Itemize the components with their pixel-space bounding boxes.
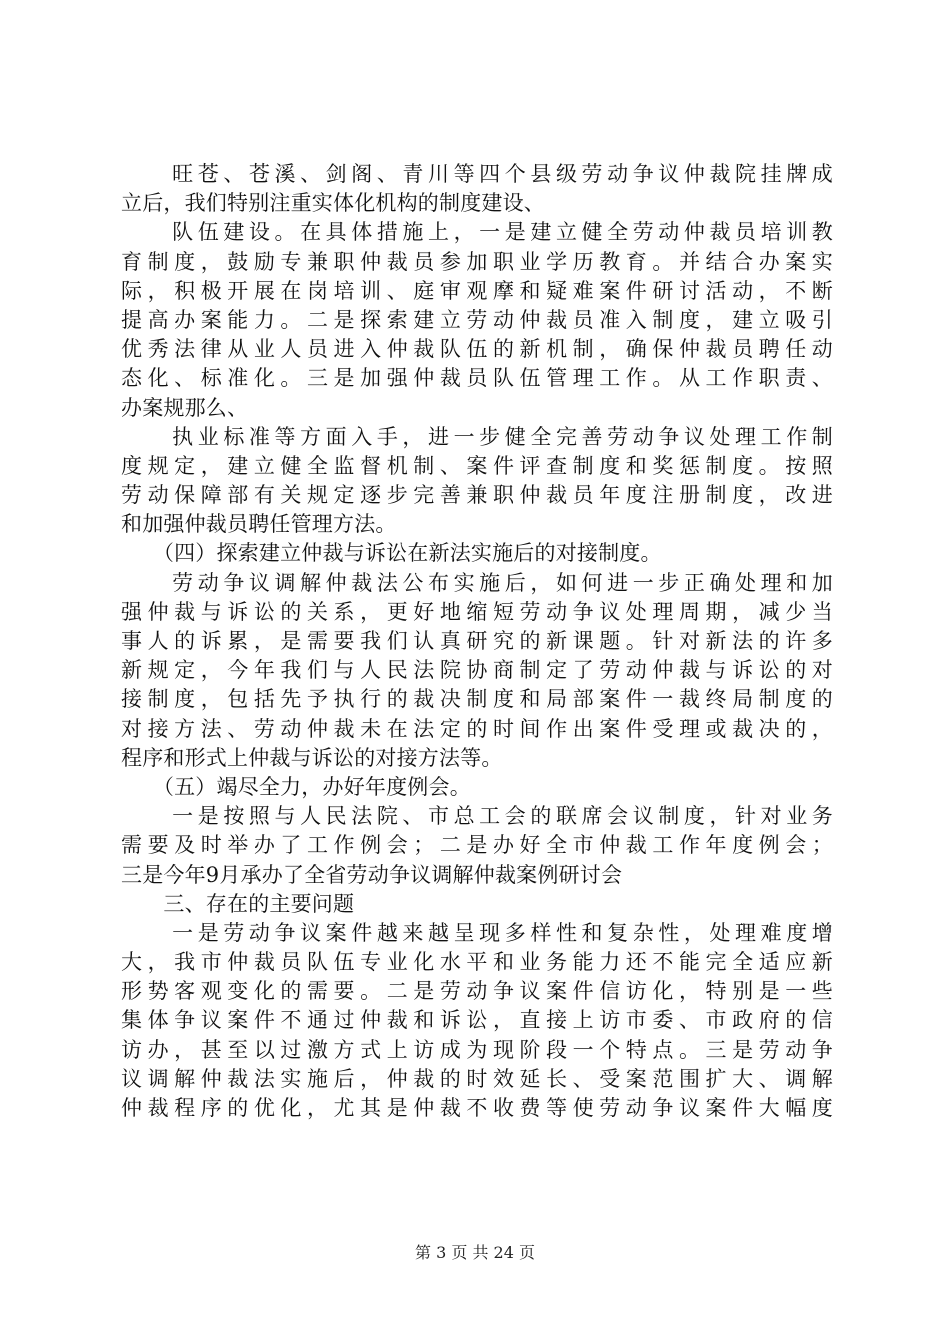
- text-line: 议调解仲裁法实施后，仲裁的时效延长、受案范围扩大、调解: [121, 1066, 833, 1091]
- text-line: 际，积极开展在岗培训、庭审观摩和疑难案件研讨活动，不断: [121, 278, 833, 303]
- text-line: 集体争议案件不通过仲裁和诉讼，直接上访市委、市政府的信: [121, 1008, 833, 1033]
- text-line: 优秀法律从业人员进入仲裁队伍的新机制，确保仲裁员聘任动: [121, 337, 833, 362]
- text-line: 程序和形式上仲裁与诉讼的对接方法等。: [121, 745, 503, 770]
- text-line: 需要及时举办了工作例会；二是办好全市仲裁工作年度例会；: [121, 833, 833, 858]
- text-line: 度规定，建立健全监督机制、案件评查制度和奖惩制度。按照: [121, 453, 833, 478]
- text-line: 育制度，鼓励专兼职仲裁员参加职业学历教育。并结合办案实: [121, 249, 833, 274]
- text-line: 一是按照与人民法院、市总工会的联席会议制度，针对业务: [121, 804, 833, 829]
- text-line: 态化、标准化。三是加强仲裁员队伍管理工作。从工作职责、: [121, 366, 833, 391]
- text-line: 事人的诉累，是需要我们认真研究的新课题。针对新法的许多: [121, 629, 833, 653]
- document-body: [121, 160, 833, 1123]
- section-heading: （四）探索建立仲裁与诉讼在新法实施后的对接制度。: [121, 541, 662, 566]
- text-line: 大，我市仲裁员队伍专业化水平和业务能力还不能完全适应新: [121, 950, 833, 975]
- text-line: 仲裁程序的优化，尤其是仲裁不收费等使劳动争议案件大幅度: [121, 1096, 833, 1120]
- text-line: 新规定，今年我们与人民法院协商制定了劳动仲裁与诉讼的对: [121, 658, 833, 683]
- text-line: 访办，甚至以过激方式上访成为现阶段一个特点。三是劳动争: [121, 1037, 833, 1062]
- text-line: 执业标准等方面入手，进一步健全完善劳动争议处理工作制: [121, 424, 833, 449]
- text-line: 队伍建设。在具体措施上，一是建立健全劳动仲裁员培训教: [121, 220, 833, 245]
- text-line: 劳动保障部有关规定逐步完善兼职仲裁员年度注册制度，改进: [121, 483, 833, 508]
- text-line: 旺苍、苍溪、剑阁、青川等四个县级劳动争议仲裁院挂牌成: [121, 162, 833, 186]
- text-line: 提高办案能力。二是探索建立劳动仲裁员准入制度，建立吸引: [121, 307, 833, 332]
- text-line: 形势客观变化的需要。二是劳动争议案件信访化，特别是一些: [121, 979, 833, 1004]
- text-line: 立后，我们特别注重实体化机构的制度建设、: [121, 191, 545, 216]
- text-line: 对接方法、劳动仲裁未在法定的时间作出案件受理或裁决的，: [121, 716, 833, 741]
- section-heading: （五）竭尽全力，办好年度例会。: [121, 774, 471, 799]
- text-line: 接制度，包括先予执行的裁决制度和局部案件一裁终局制度的: [121, 687, 833, 712]
- text-line: 三是今年9月承办了全省劳动争议调解仲裁案例研讨会: [121, 862, 623, 887]
- text-line: 劳动争议调解仲裁法公布实施后，如何进一步正确处理和加: [121, 570, 833, 595]
- text-line: 一是劳动争议案件越来越呈现多样性和复杂性，处理难度增: [121, 920, 833, 945]
- page-number-footer: 第 3 页 共 24 页: [415, 1243, 535, 1262]
- text-line: 强仲裁与诉讼的关系，更好地缩短劳动争议处理周期，减少当: [121, 599, 833, 624]
- section-heading: 三、存在的主要问题: [121, 891, 355, 916]
- text-line: 和加强仲裁员聘任管理方法。: [121, 512, 397, 537]
- text-line: 办案规那么、: [121, 395, 249, 420]
